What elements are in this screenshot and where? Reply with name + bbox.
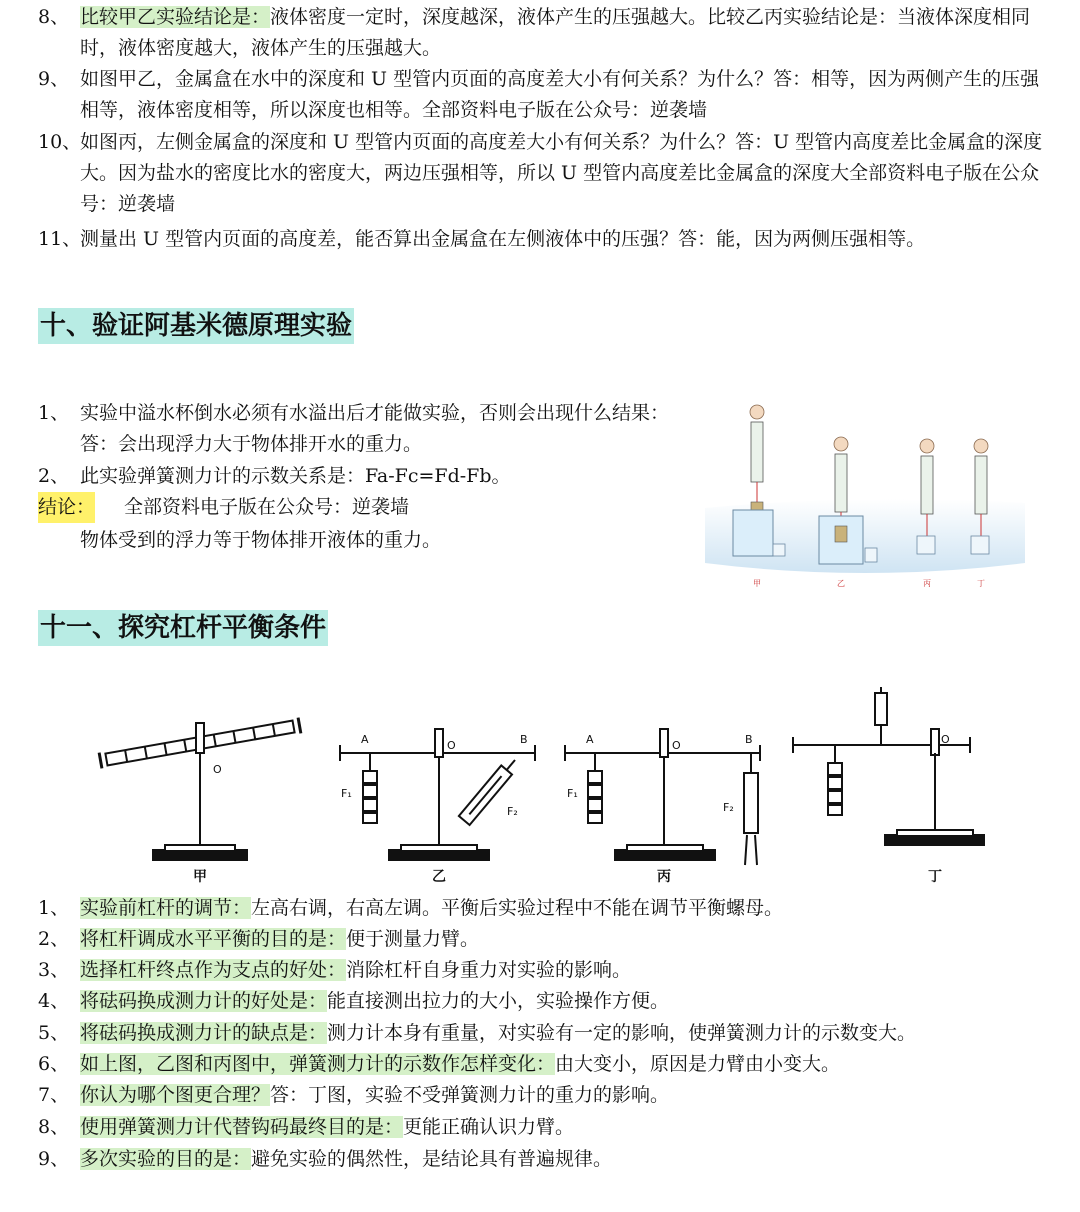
figure-label: 丙	[657, 869, 671, 885]
lever-jia	[99, 718, 301, 860]
figure-label: 丁	[977, 579, 985, 588]
item-number: 5、	[38, 1022, 70, 1044]
item-number: 2、	[38, 928, 70, 950]
highlight-text: 将砝码换成测力计的好处是：	[80, 990, 328, 1012]
setup-bing	[917, 439, 935, 554]
highlight-text: 使用弹簧测力计代替钩码最终目的是：	[80, 1116, 404, 1138]
item-text: 液体密度一定时，深度越深，液体产生的压强越大。比较乙丙实验结论是：当液体深度相同时，液体密度越大，液体产生的压强越大。	[80, 6, 1031, 59]
item-number: 9、	[38, 1148, 70, 1170]
pivot-label: O	[672, 739, 681, 752]
lever-bing	[565, 729, 760, 865]
setup-ding	[971, 439, 989, 554]
item-text: 避免实验的偶然性，是结论具有普遍规律。	[251, 1148, 613, 1170]
highlight-text: 将砝码换成测力计的缺点是：	[80, 1022, 328, 1044]
item-text: 左高右调，右高左调。平衡后实验过程中不能在调节平衡螺母。	[251, 897, 784, 919]
item-text: 更能正确认识力臂。	[403, 1116, 575, 1138]
item-text: 此实验弹簧测力计的示数关系是：Fa-Fc=Fd-Fb。	[80, 465, 511, 487]
conclusion	[38, 492, 688, 523]
force-label-f1: F₁	[341, 787, 352, 800]
highlight-text: 如上图，乙图和丙图中，弹簧测力计的示数作怎样变化：	[80, 1053, 556, 1075]
list-item	[38, 224, 1048, 255]
list-item	[38, 127, 1048, 220]
pivot-label: O	[941, 733, 950, 746]
item-number: 1、	[38, 402, 70, 424]
force-label-f2: F₂	[507, 805, 518, 818]
item-text: 测量出 U 型管内页面的高度差，能否算出金属盒在左侧液体中的压强？答：能，因为两侧压强相等。	[80, 228, 926, 250]
item-number: 10、	[38, 131, 82, 153]
figure-label: 乙	[837, 579, 845, 588]
item-text: 实验中溢水杯倒水必须有水溢出后才能做实验，否则会出现什么结果：答：会出现浮力大于物体排开水的重力。	[80, 402, 670, 455]
lever-ding	[793, 687, 985, 845]
figure-label: 甲	[193, 869, 207, 885]
item-number: 6、	[38, 1053, 70, 1075]
figure-label: 甲	[753, 579, 761, 588]
figure-label: 丁	[928, 869, 942, 885]
item-number: 9、	[38, 68, 70, 90]
conclusion-text: 物体受到的浮力等于物体排开液体的重力。	[80, 529, 442, 551]
item-number: 4、	[38, 990, 70, 1012]
item-number: 11、	[38, 228, 82, 250]
item-text: 由大变小，原因是力臂由小变大。	[555, 1053, 841, 1075]
figure-label: 丙	[923, 579, 931, 588]
section-heading: 十、验证阿基米德原理实验	[38, 308, 354, 344]
list-item	[38, 461, 688, 492]
conclusion-text-line	[38, 525, 688, 556]
conclusion-label: 结论：	[38, 492, 95, 523]
pivot-label: O	[213, 763, 222, 776]
item-number: 7、	[38, 1084, 70, 1106]
force-label-f2: F₂	[723, 801, 734, 814]
item-text: 测力计本身有重量，对实验有一定的影响，使弹簧测力计的示数变大。	[327, 1022, 917, 1044]
point-label-a: A	[586, 733, 594, 746]
item-text: 答：丁图，实验不受弹簧测力计的重力的影响。	[270, 1084, 670, 1106]
item-text: 便于测量力臂。	[346, 928, 480, 950]
list-item	[38, 64, 1048, 126]
force-label-f1: F₁	[567, 787, 578, 800]
highlight-text: 比较甲乙实验结论是：	[80, 6, 271, 28]
highlight-text: 将杠杆调成水平平衡的目的是：	[80, 928, 347, 950]
lever-figure	[95, 685, 985, 895]
list-item	[38, 398, 688, 460]
point-label-b: B	[520, 733, 528, 746]
pivot-label: O	[447, 739, 456, 752]
item-number: 1、	[38, 897, 70, 919]
list-item	[38, 2, 1048, 64]
highlight-text: 你认为哪个图更合理？	[80, 1084, 271, 1106]
item-number: 8、	[38, 6, 70, 28]
highlight-text: 实验前杠杆的调节：	[80, 897, 252, 919]
section-heading: 十一、探究杠杆平衡条件	[38, 610, 328, 646]
highlight-text: 选择杠杆终点作为支点的好处：	[80, 959, 347, 981]
item-number: 3、	[38, 959, 70, 981]
item-number: 8、	[38, 1116, 70, 1138]
highlight-text: 多次实验的目的是：	[80, 1148, 252, 1170]
figure-label: 乙	[432, 869, 446, 885]
item-number: 2、	[38, 465, 70, 487]
item-text: 如图甲乙，金属盒在水中的深度和 U 型管内页面的高度差大小有何关系？为什么？答：相等，因为两侧产生的压强相等，液体密度相等，所以深度也相等。全部资料电子版在公众号：逆袭墙	[80, 68, 1040, 121]
archimedes-figure	[705, 398, 1025, 590]
point-label-a: A	[361, 733, 369, 746]
point-label-b: B	[745, 733, 753, 746]
lever-yi	[340, 729, 535, 860]
item-text: 能直接测出拉力的大小，实验操作方便。	[327, 990, 670, 1012]
item-text: 如图丙，左侧金属盒的深度和 U 型管内页面的高度差大小有何关系？为什么？答：U 型管内高度差比金属盒的深度大。因为盐水的密度比水的密度大，两边压强相等，所以 U 型管内高度差比金属盒的深度大全部资料电子版在公众号：逆袭墙	[80, 131, 1043, 215]
item-text: 消除杠杆自身重力对实验的影响。	[346, 959, 632, 981]
promo-text: 全部资料电子版在公众号：逆袭墙	[124, 496, 410, 518]
